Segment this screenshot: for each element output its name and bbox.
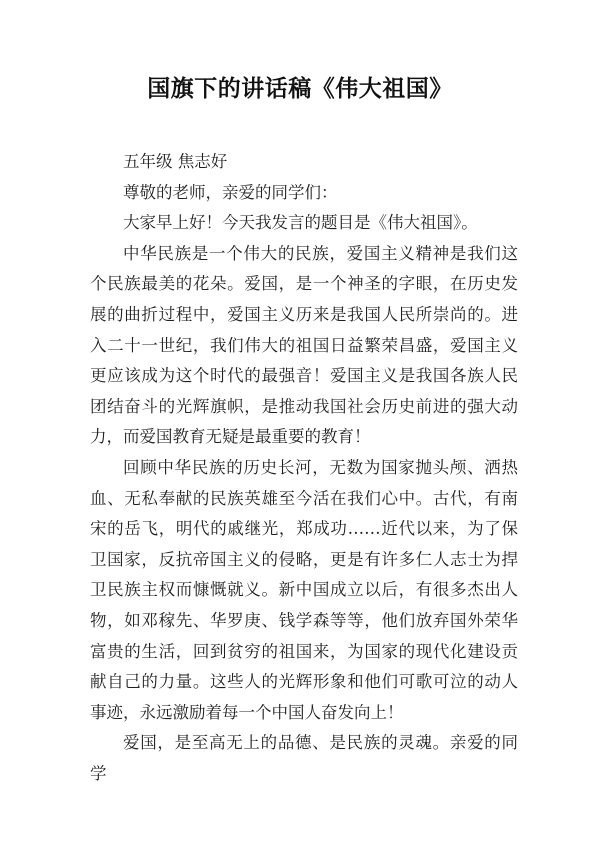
opening-line: 大家早上好！今天我发言的题目是《伟大祖国》。: [123, 213, 478, 233]
byline: 五年级 焦志好: [123, 152, 228, 171]
greeting: 尊敬的老师，亲爱的同学们：: [123, 182, 338, 202]
page-title: 国旗下的讲话稿《伟大祖国》: [147, 75, 453, 102]
paragraph: 回顾中华民族的历史长河，无数为国家抛头颅、洒热血、无私奉献的民族英雄至今活在我们心中。古代，有南宋的岳飞，明代的戚继光，郑成功……近代以来，为了保卫国家，反抗帝国主义的侵略，更是有许多仁人志士为捍卫民族主权而慷慨就义。新中国成立以后，有很多杰出人物，如邓稼先、华罗庚、钱学森等等，他们放弃国外荣华富贵的生活，回到贫穷的祖国来，为国家的现代化建设贡献自己的力量。这些人的光辉形象和他们可歌可泣的动人事迹，永远激励着每一个中国人奋发向上！: [90, 457, 518, 722]
paragraph: 爱国，是至高无上的品德、是民族的灵魂。亲爱的同学: [90, 733, 518, 783]
speech-body: [90, 147, 518, 789]
paragraph: 中华民族是一个伟大的民族，爱国主义精神是我们这个民族最美的花朵。爱国，是一个神圣的字眼，在历史发展的曲折过程中，爱国主义历来是我国人民所崇尚的。进入二十一世纪，我们伟大的祖国日益繁荣昌盛，爱国主义更应该成为这个时代的最强音！爱国主义是我国各族人民团结奋斗的光辉旗帜，是推动我国社会历史前进的强大动力，而爱国教育无疑是最重要的教育！: [90, 243, 518, 447]
